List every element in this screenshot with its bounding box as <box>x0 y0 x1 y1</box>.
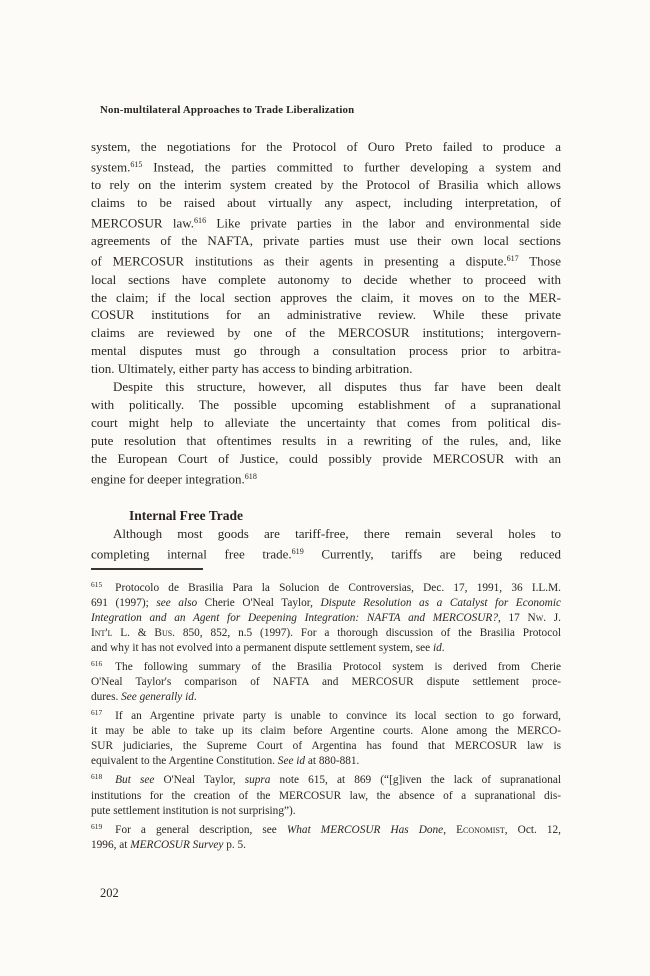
text-line <box>91 468 561 488</box>
text-segment: mental disputes must go through a consultation process prior to arbitra- <box>91 343 561 359</box>
text-line <box>91 819 561 838</box>
text-line <box>91 306 561 324</box>
footnote-616 <box>91 656 561 705</box>
running-header: Non-multilateral Approaches to Trade Liberalization <box>100 104 355 116</box>
paragraph <box>91 138 561 378</box>
text-line <box>91 838 561 853</box>
text-segment: SUR judiciaries, the Supreme Court of Argentina has found that MERCOSUR law is <box>91 740 561 753</box>
text-line <box>91 626 561 641</box>
text-segment: Those <box>518 253 561 269</box>
text-line <box>91 212 561 232</box>
text-segment: . <box>193 691 197 704</box>
text-segment: agreements of the NAFTA, private parties must use their own local sections <box>91 233 561 249</box>
text-segment: pute settlement institution is not surprising”). <box>91 804 296 817</box>
text-line <box>91 769 561 788</box>
text-segment: Currently, tariffs are being reduced <box>303 546 561 562</box>
text-segment: What MERCOSUR Has Done <box>286 823 444 836</box>
text-segment: completing internal free trade. <box>91 546 292 562</box>
page-content <box>91 104 561 901</box>
text-line <box>91 690 561 705</box>
footnote-number: 619 <box>91 821 103 831</box>
text-line <box>91 414 561 432</box>
text-segment: note 615, at 869 (“[g]iven the lack of supranational <box>270 774 561 787</box>
text-segment: See id <box>277 755 306 768</box>
text-line <box>91 611 561 626</box>
page-number: 202 <box>100 885 119 900</box>
text-segment: it may be able to take up its claim before Argentine courts. Alone among the MERCO- <box>91 725 561 738</box>
section-heading: Internal Free Trade <box>129 507 243 523</box>
footnote-number: 618 <box>91 772 103 782</box>
text-segment: Dispute Resolution as a Catalyst for Economic <box>320 597 561 610</box>
footnote-ref: 615 <box>130 159 143 169</box>
text-segment: tion. Ultimately, either party has access to binding arbitration. <box>91 361 413 377</box>
text-segment: Nw. J. <box>527 612 562 625</box>
text-line <box>91 754 561 769</box>
text-segment: system, the negotiations for the Protocol of Ouro Preto failed to produce a <box>91 139 561 154</box>
text-segment: p. 5. <box>223 838 246 851</box>
text-segment: id <box>432 642 442 655</box>
body-text <box>91 138 561 563</box>
text-segment: of MERCOSUR institutions as their agents in presenting a dispute. <box>91 253 507 269</box>
text-line <box>91 577 561 596</box>
text-line <box>91 596 561 611</box>
footnote-ref: 619 <box>291 546 304 556</box>
text-segment: court might help to alleviate the uncertainty that comes from political dis- <box>91 414 561 430</box>
text-line <box>91 789 561 804</box>
text-segment: For a general description, see <box>115 823 287 836</box>
text-segment: and why it has not evolved into a permanent dispute settlement system, see <box>91 642 433 655</box>
footnote-ref: 618 <box>244 471 257 481</box>
text-segment: O'Neal Taylor's comparison of NAFTA and MERCOSUR dispute settlement proce- <box>91 676 561 689</box>
text-line <box>91 432 561 450</box>
text-segment: dures. <box>91 691 122 704</box>
footnote-619 <box>91 819 561 853</box>
text-segment: at 880-881. <box>305 755 360 768</box>
text-line <box>91 739 561 754</box>
text-segment: 850, 852, n.5 (1997). For a thorough discussion of the Brasilia Protocol <box>175 627 561 640</box>
text-line <box>91 675 561 690</box>
text-line <box>91 289 561 307</box>
text-segment: Despite this structure, however, all disputes thus far have been dealt <box>113 379 561 395</box>
text-segment: But see <box>115 774 155 787</box>
text-segment: 1996, at <box>91 838 131 851</box>
text-line <box>91 324 561 342</box>
text-segment: claims are reviewed by one of the MERCOSUR institutions; intergovern- <box>91 325 561 341</box>
text-line <box>91 705 561 724</box>
text-segment: institutions for the creation of the MERCOSUR law, the absence of a supranational dis- <box>91 789 561 802</box>
text-segment: , Oct. 12, <box>504 823 561 836</box>
text-segment: COSUR institutions for an administrative review. While these private <box>91 307 561 323</box>
text-segment: , 17 <box>498 612 528 625</box>
text-segment: Although most goods are tariff-free, there remain several holes to <box>113 525 561 541</box>
footnote-number: 616 <box>91 659 103 669</box>
footnote-618 <box>91 769 561 818</box>
text-segment: Like private parties in the labor and environmental side <box>206 215 561 231</box>
text-segment: 691 (1997); <box>91 597 157 610</box>
footnote-615 <box>91 577 561 656</box>
text-segment: Cherie O'Neal Taylor, <box>197 597 321 610</box>
text-line <box>91 641 561 656</box>
text-line <box>91 378 561 396</box>
text-segment: Protocolo de Brasilia Para la Solucion de Controversias, Dec. 17, 1991, 36 I.L.M. <box>115 582 561 595</box>
text-segment: engine for deeper integration. <box>91 471 245 486</box>
text-segment: supra <box>244 774 271 787</box>
text-line <box>91 804 561 819</box>
footnote-617 <box>91 705 561 769</box>
text-line <box>91 656 561 675</box>
text-line <box>91 342 561 360</box>
text-segment: the European Court of Justice, could possibly provide MERCOSUR with an <box>91 450 561 466</box>
paragraph <box>91 378 561 488</box>
text-segment: Instead, the parties committed to further developing a system and <box>142 159 561 175</box>
text-segment: the claim; if the local section approves the claim, it moves on to the MER- <box>91 289 561 305</box>
text-segment: local sections have complete autonomy to decide whether to proceed with <box>91 271 561 287</box>
text-segment: pute resolution that oftentimes results in a rewriting of the rules, and, like <box>91 432 561 448</box>
paragraph <box>91 525 561 563</box>
text-segment: to rely on the interim system created by the Protocol of Brasilia which allows <box>91 177 561 193</box>
footnote-ref: 616 <box>194 216 207 226</box>
text-segment: , <box>443 823 457 836</box>
text-line <box>91 138 561 156</box>
text-line <box>91 525 561 543</box>
footnotes-block <box>91 577 561 852</box>
text-segment: O'Neal Taylor, <box>154 774 245 787</box>
text-segment: equivalent to the Argentine Constitution. <box>91 755 278 768</box>
text-segment: If an Argentine private party is unable to convince its local section to go forward, <box>115 710 561 723</box>
text-segment: Integration and an Agent for Deepening Integration: NAFTA and MERCOSUR? <box>91 612 498 625</box>
text-segment: Economist <box>456 823 505 836</box>
text-segment: The following summary of the Brasilia Protocol system is derived from Cherie <box>115 661 561 674</box>
text-line <box>91 194 561 212</box>
footnote-number: 617 <box>91 708 103 718</box>
text-segment: see also <box>156 597 198 610</box>
text-segment: with politically. The possible upcoming establishment of a supranational <box>91 396 561 412</box>
text-line <box>91 176 561 194</box>
text-segment: See generally id <box>121 691 194 704</box>
text-line <box>91 360 561 378</box>
text-line <box>91 396 561 414</box>
footnote-number: 615 <box>91 580 103 590</box>
text-line <box>91 156 561 176</box>
text-line <box>91 250 561 270</box>
footnote-separator <box>91 568 203 570</box>
text-line <box>91 232 561 250</box>
text-segment: system. <box>91 159 131 175</box>
text-line <box>91 271 561 289</box>
text-line <box>91 543 561 563</box>
footnote-ref: 617 <box>506 254 519 264</box>
text-line <box>91 724 561 739</box>
text-segment: claims to be raised about virtually any aspect, including interpretation, of <box>91 195 561 211</box>
text-segment: MERCOSUR law. <box>91 215 195 231</box>
text-segment: Int'l L. & Bus. <box>91 627 175 640</box>
text-segment: . <box>441 642 445 655</box>
text-line <box>91 450 561 468</box>
text-segment: MERCOSUR Survey <box>130 838 224 851</box>
